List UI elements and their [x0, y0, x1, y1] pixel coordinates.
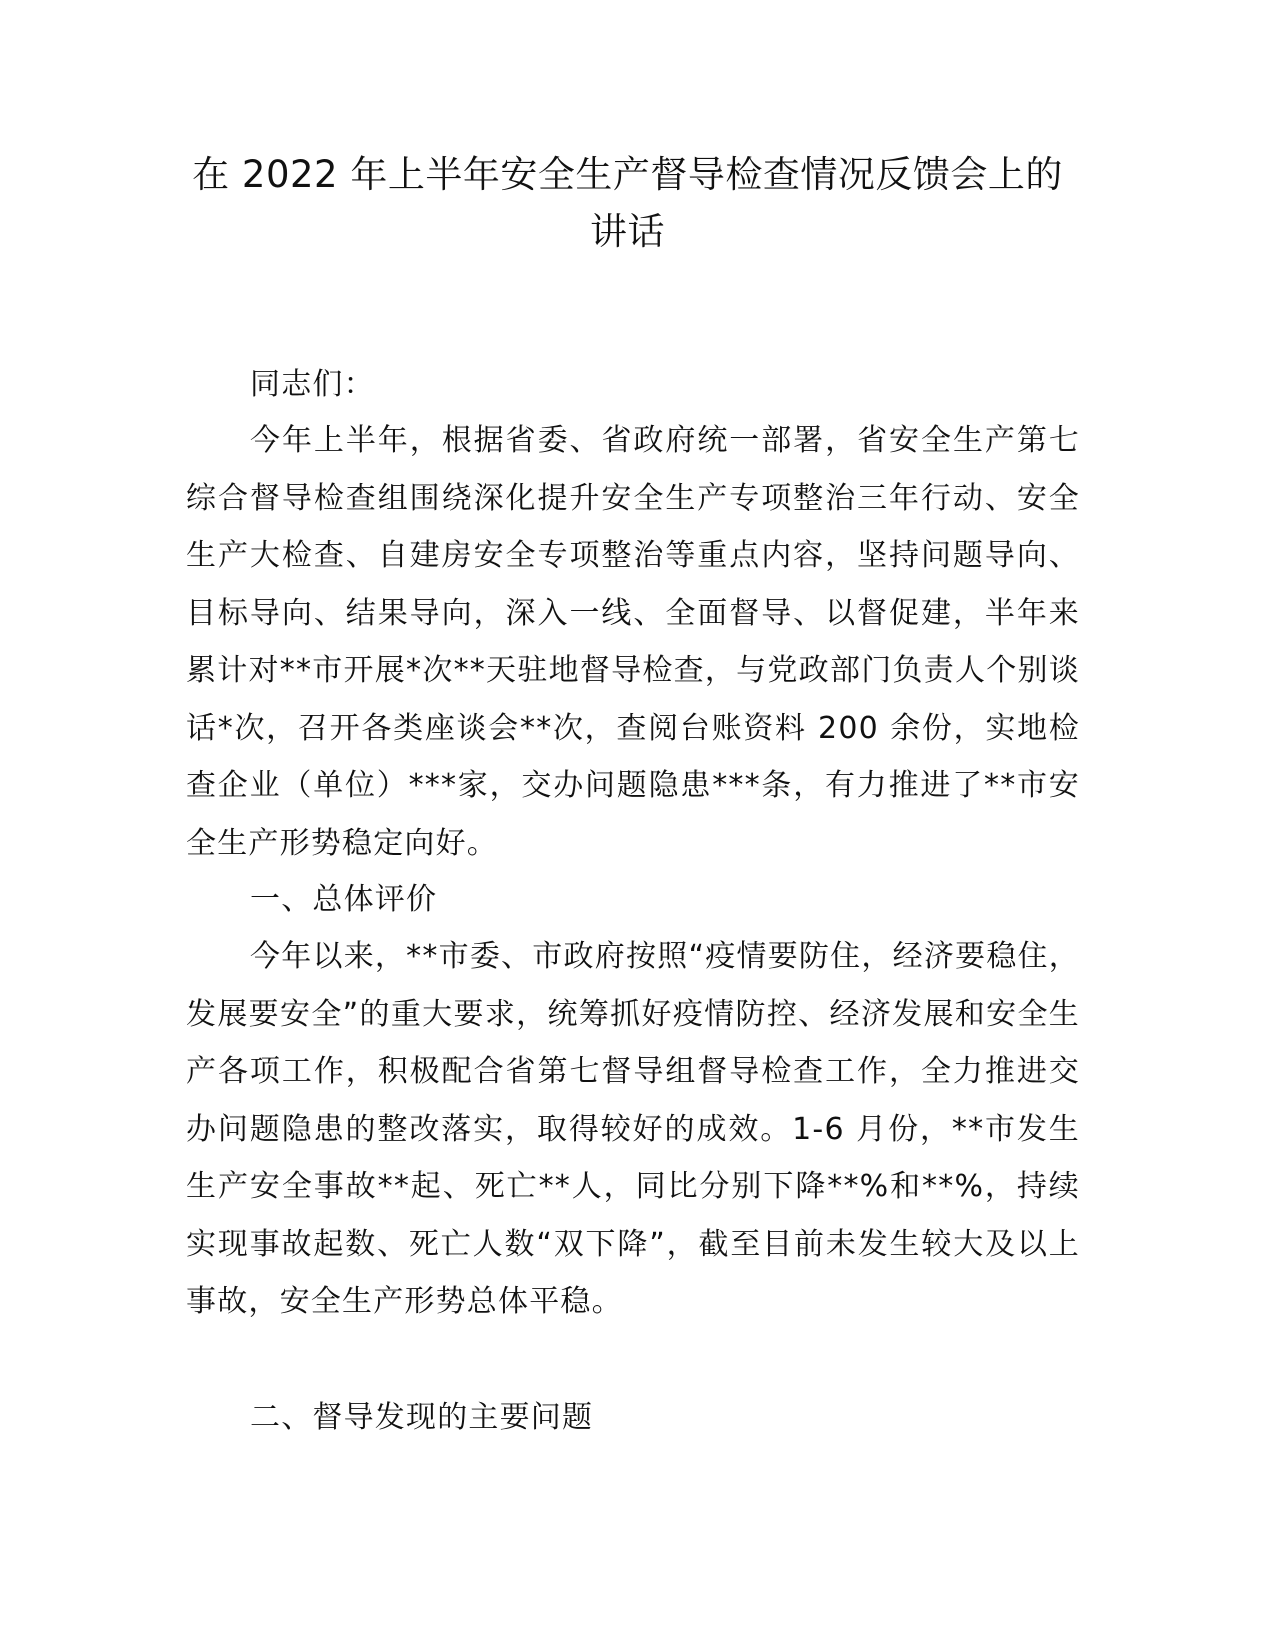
greeting: 同志们：	[250, 367, 375, 402]
section-heading-main-problems: 二、督导发现的主要问题	[250, 1400, 594, 1435]
section-heading-overall-evaluation: 一、总体评价	[250, 882, 438, 917]
document-title: 在 2022 年上半年安全生产督导检查情况反馈会上的讲话	[192, 153, 1063, 253]
paragraph-overall-evaluation: 今年以来，**市委、市政府按照“疫情要防住，经济要稳住，发展要安全”的重大要求，统筹抓好疫情防控、经济发展和安全生产各项工作，积极配合省第七督导组督导检查工作，全力推进交办问题隐患的整改落实，取得较好的成效。1-6 月份，**市发生生产安全事故**起、死亡**人，同比分别下降**%和**%，持续实现事故起数、死亡人数“双下降”，截至目前未发生较大及以上事故，安全生产形势总体平稳。	[186, 939, 1080, 1319]
paragraph-intro: 今年上半年，根据省委、省政府统一部署，省安全生产第七综合督导检查组围绕深化提升安全生产专项整治三年行动、安全生产大检查、自建房安全专项整治等重点内容，坚持问题导向、目标导向、结果导向，深入一线、全面督导、以督促建，半年来累计对**市开展*次**天驻地督导检查，与党政部门负责人个别谈话*次，召开各类座谈会**次，查阅台账资料 200 余份，实地检查企业（单位）***家，交办问题隐患***条，有力推进了**市安全生产形势稳定向好。	[186, 423, 1080, 861]
